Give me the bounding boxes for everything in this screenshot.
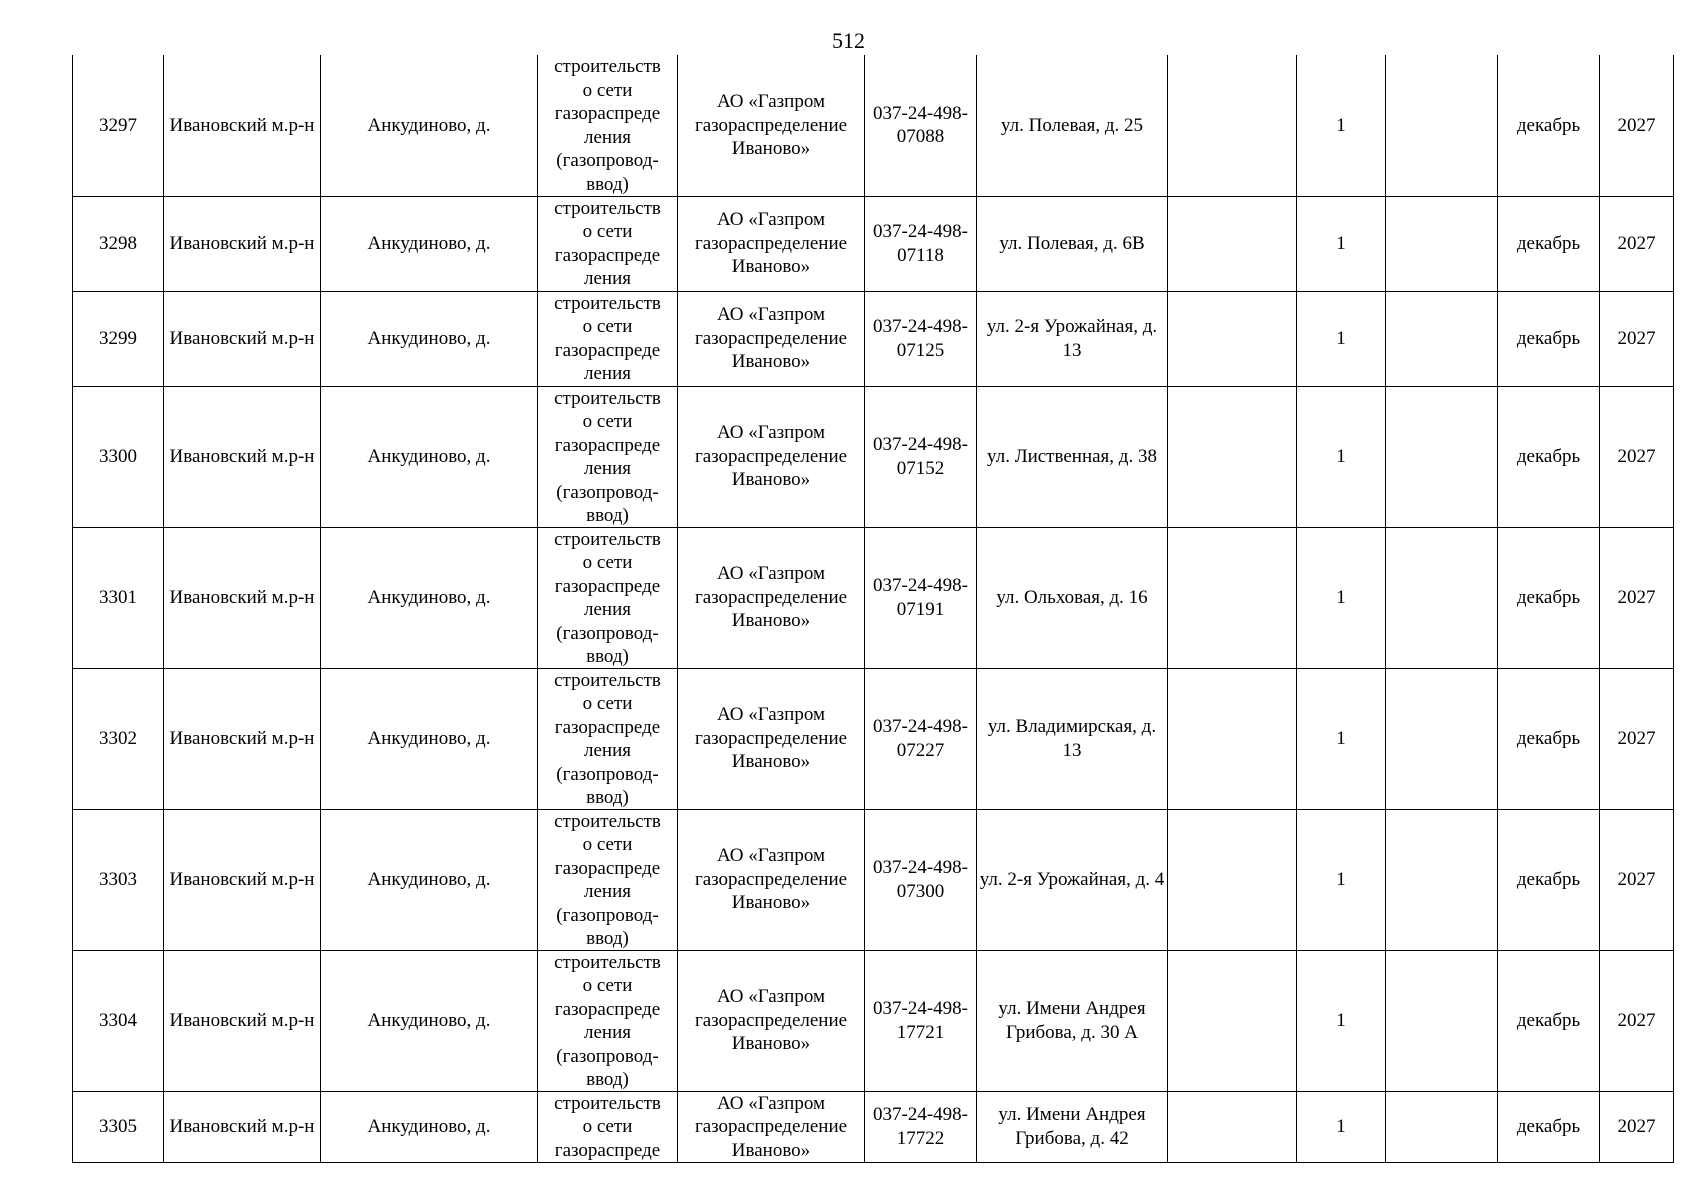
- cell-quantity: 1: [1297, 196, 1386, 291]
- table-row: [73, 668, 1674, 809]
- cell-address: ул. Полевая, д. 25: [977, 55, 1168, 196]
- cell-year: 2027: [1600, 527, 1674, 668]
- cell-address: ул. Имени Андрея Грибова, д. 30 А: [977, 950, 1168, 1091]
- cell-month: декабрь: [1498, 527, 1600, 668]
- table-row: [73, 386, 1674, 527]
- cell-empty: [1386, 668, 1498, 809]
- cell-empty: [1168, 668, 1297, 809]
- cell-organization: АО «Газпром газораспределение Иваново»: [678, 809, 865, 950]
- cell-empty: [1168, 809, 1297, 950]
- cell-empty: [1386, 1091, 1498, 1163]
- table-row: [73, 527, 1674, 668]
- cell-address: ул. Ольховая, д. 16: [977, 527, 1168, 668]
- cell-organization: АО «Газпром газораспределение Иваново»: [678, 291, 865, 386]
- cell-quantity: 1: [1297, 55, 1386, 196]
- work-type-text: строительств о сети газораспреде ления (газопровод- ввод): [554, 810, 661, 949]
- cell-number: 3302: [73, 668, 164, 809]
- cell-month: декабрь: [1498, 809, 1600, 950]
- table-row: [73, 196, 1674, 291]
- cell-code: 037-24-498-17721: [865, 950, 977, 1091]
- cell-quantity: 1: [1297, 950, 1386, 1091]
- cell-year: 2027: [1600, 196, 1674, 291]
- cell-address: ул. Лиственная, д. 38: [977, 386, 1168, 527]
- cell-district: Ивановский м.р-н: [164, 950, 321, 1091]
- cell-district: Ивановский м.р-н: [164, 809, 321, 950]
- cell-empty: [1168, 1091, 1297, 1163]
- cell-settlement: Анкудиново, д.: [321, 527, 538, 668]
- work-type-text: строительств о сети газораспреде ления: [554, 197, 661, 289]
- cell-month: декабрь: [1498, 950, 1600, 1091]
- cell-organization: АО «Газпром газораспределение Иваново»: [678, 950, 865, 1091]
- cell-month: декабрь: [1498, 668, 1600, 809]
- work-type-text: строительств о сети газораспреде ления (газопровод- ввод): [554, 528, 661, 667]
- cell-work-type: [538, 386, 678, 527]
- work-type-text: строительств о сети газораспреде ления (газопровод- ввод): [554, 951, 661, 1090]
- cell-quantity: 1: [1297, 809, 1386, 950]
- cell-settlement: Анкудиново, д.: [321, 1091, 538, 1163]
- cell-work-type: [538, 809, 678, 950]
- cell-month: декабрь: [1498, 196, 1600, 291]
- cell-code: 037-24-498-07152: [865, 386, 977, 527]
- cell-empty: [1168, 386, 1297, 527]
- cell-district: Ивановский м.р-н: [164, 527, 321, 668]
- cell-code: 037-24-498-07088: [865, 55, 977, 196]
- cell-year: 2027: [1600, 386, 1674, 527]
- cell-empty: [1386, 809, 1498, 950]
- cell-empty: [1168, 196, 1297, 291]
- cell-quantity: 1: [1297, 291, 1386, 386]
- cell-empty: [1386, 386, 1498, 527]
- cell-number: 3305: [73, 1091, 164, 1163]
- cell-settlement: Анкудиново, д.: [321, 668, 538, 809]
- cell-work-type: [538, 196, 678, 291]
- cell-year: 2027: [1600, 950, 1674, 1091]
- cell-work-type: [538, 55, 678, 196]
- cell-number: 3298: [73, 196, 164, 291]
- cell-organization: АО «Газпром газораспределение Иваново»: [678, 196, 865, 291]
- cell-district: Ивановский м.р-н: [164, 196, 321, 291]
- cell-empty: [1386, 527, 1498, 668]
- work-type-text: строительств о сети газораспреде ления (газопровод- ввод): [554, 387, 661, 526]
- cell-quantity: 1: [1297, 1091, 1386, 1163]
- cell-empty: [1168, 291, 1297, 386]
- cell-number: 3297: [73, 55, 164, 196]
- cell-work-type: [538, 527, 678, 668]
- cell-district: Ивановский м.р-н: [164, 1091, 321, 1163]
- cell-settlement: Анкудиново, д.: [321, 291, 538, 386]
- cell-organization: АО «Газпром газораспределение Иваново»: [678, 386, 865, 527]
- cell-code: 037-24-498-17722: [865, 1091, 977, 1163]
- register-body: [73, 55, 1674, 1163]
- cell-work-type: [538, 668, 678, 809]
- cell-year: 2027: [1600, 668, 1674, 809]
- cell-organization: АО «Газпром газораспределение Иваново»: [678, 668, 865, 809]
- cell-code: 037-24-498-07227: [865, 668, 977, 809]
- cell-work-type: [538, 291, 678, 386]
- work-type-text: строительств о сети газораспреде ления: [554, 292, 661, 384]
- cell-quantity: 1: [1297, 386, 1386, 527]
- cell-number: 3300: [73, 386, 164, 527]
- work-type-text: строительств о сети газораспреде ления (газопровод- ввод): [554, 56, 661, 195]
- cell-number: 3303: [73, 809, 164, 950]
- table-row: [73, 1091, 1674, 1163]
- cell-organization: АО «Газпром газораспределение Иваново»: [678, 55, 865, 196]
- register-table: [72, 55, 1674, 1163]
- cell-work-type: [538, 950, 678, 1091]
- cell-empty: [1386, 291, 1498, 386]
- cell-code: 037-24-498-07125: [865, 291, 977, 386]
- cell-address: ул. Полевая, д. 6В: [977, 196, 1168, 291]
- cell-quantity: 1: [1297, 668, 1386, 809]
- cell-address: ул. 2-я Урожайная, д. 4: [977, 809, 1168, 950]
- cell-organization: АО «Газпром газораспределение Иваново»: [678, 1091, 865, 1163]
- work-type-text: строительств о сети газораспреде ления (газопровод- ввод): [554, 669, 661, 808]
- cell-number: 3304: [73, 950, 164, 1091]
- cell-year: 2027: [1600, 1091, 1674, 1163]
- cell-code: 037-24-498-07118: [865, 196, 977, 291]
- cell-work-type: [538, 1091, 678, 1163]
- cell-quantity: 1: [1297, 527, 1386, 668]
- cell-code: 037-24-498-07300: [865, 809, 977, 950]
- cell-address: ул. 2-я Урожайная, д. 13: [977, 291, 1168, 386]
- cell-empty: [1386, 55, 1498, 196]
- cell-month: декабрь: [1498, 291, 1600, 386]
- cell-year: 2027: [1600, 809, 1674, 950]
- cell-number: 3301: [73, 527, 164, 668]
- table-row: [73, 809, 1674, 950]
- cell-district: Ивановский м.р-н: [164, 386, 321, 527]
- table-row: [73, 55, 1674, 196]
- cell-month: декабрь: [1498, 55, 1600, 196]
- cell-settlement: Анкудиново, д.: [321, 809, 538, 950]
- table-row: [73, 950, 1674, 1091]
- cell-empty: [1168, 950, 1297, 1091]
- work-type-text: строительств о сети газораспреде: [554, 1092, 661, 1161]
- cell-district: Ивановский м.р-н: [164, 291, 321, 386]
- cell-settlement: Анкудиново, д.: [321, 55, 538, 196]
- cell-address: ул. Владимирская, д. 13: [977, 668, 1168, 809]
- cell-settlement: Анкудиново, д.: [321, 196, 538, 291]
- cell-code: 037-24-498-07191: [865, 527, 977, 668]
- cell-year: 2027: [1600, 55, 1674, 196]
- cell-month: декабрь: [1498, 386, 1600, 527]
- cell-empty: [1386, 950, 1498, 1091]
- cell-number: 3299: [73, 291, 164, 386]
- table-row: [73, 291, 1674, 386]
- cell-address: ул. Имени Андрея Грибова, д. 42: [977, 1091, 1168, 1163]
- cell-empty: [1386, 196, 1498, 291]
- page-number: 512: [832, 28, 865, 53]
- cell-district: Ивановский м.р-н: [164, 668, 321, 809]
- cell-year: 2027: [1600, 291, 1674, 386]
- cell-empty: [1168, 527, 1297, 668]
- cell-settlement: Анкудиново, д.: [321, 950, 538, 1091]
- cell-organization: АО «Газпром газораспределение Иваново»: [678, 527, 865, 668]
- cell-settlement: Анкудиново, д.: [321, 386, 538, 527]
- cell-district: Ивановский м.р-н: [164, 55, 321, 196]
- cell-empty: [1168, 55, 1297, 196]
- cell-month: декабрь: [1498, 1091, 1600, 1163]
